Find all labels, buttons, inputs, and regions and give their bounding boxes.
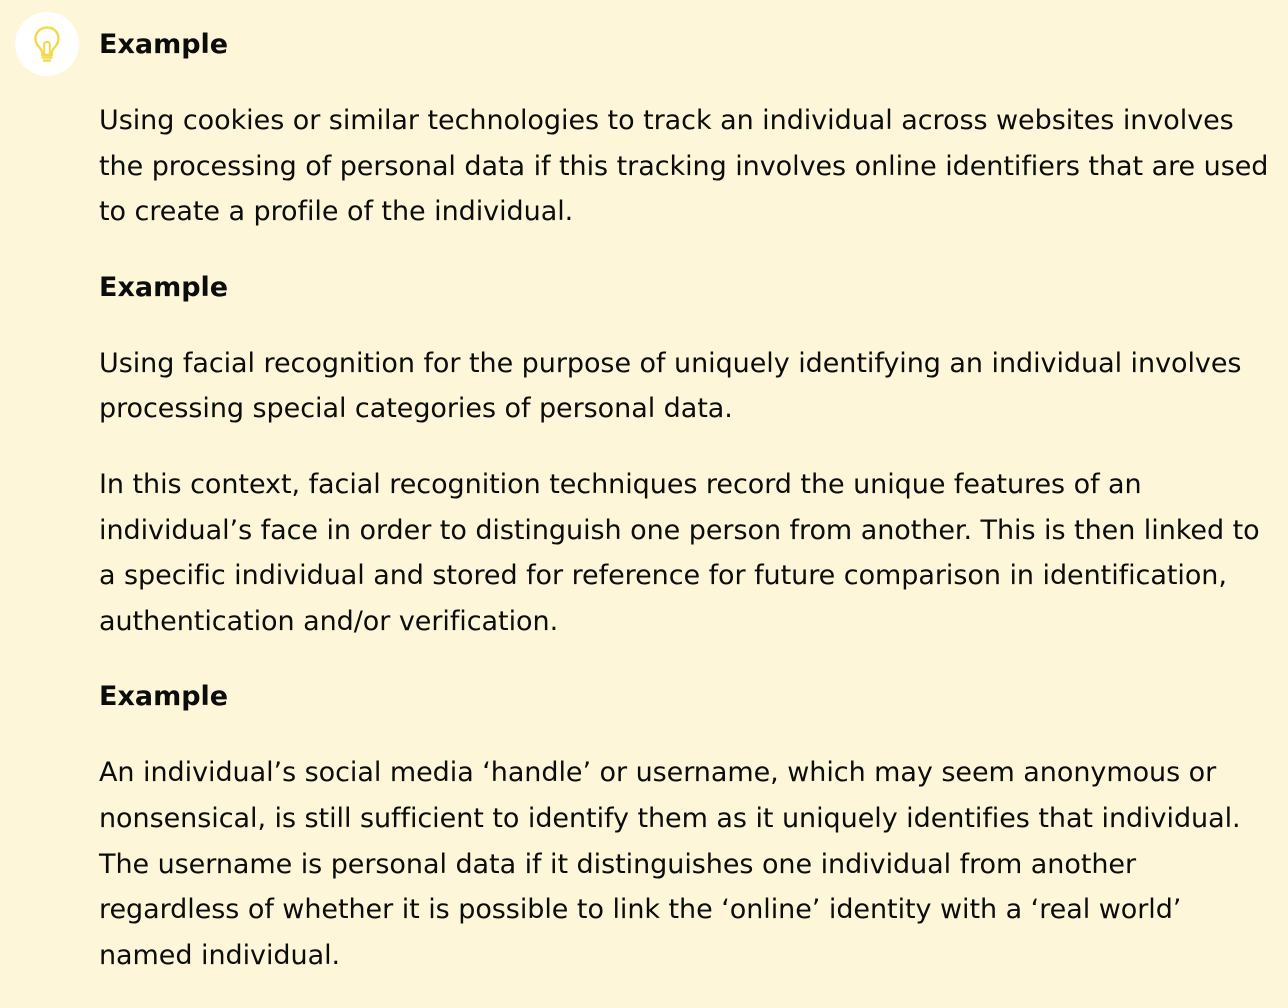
callout-content xyxy=(99,22,1269,1008)
lightbulb-icon-badge xyxy=(15,12,79,76)
lightbulb-icon xyxy=(32,25,62,63)
example-paragraph: An individual’s social media ‘handle’ or username, which may seem anonymous or nonsensical, is still sufficient to identify them as it uniquely identifies that individual. The username is personal data if it distinguishes one individual from another regardless of whether it is possible to link the ‘online’ identity with a ‘real world’ named individual. xyxy=(99,757,1241,971)
example-paragraph: Using cookies or similar technologies to track an individual across websites involves the processing of personal data if this tracking involves online identifiers that are used to create a profile of the individual. xyxy=(99,105,1269,228)
example-heading: Example xyxy=(99,681,229,713)
example-paragraph: In this context, facial recognition techniques record the unique features of an individual’s face in order to distinguish one person from another. This is then linked to a specific individual and stored for reference for future comparison in identification, authentication and/or verification. xyxy=(99,468,1260,637)
example-heading: Example xyxy=(99,29,229,60)
example-heading: Example xyxy=(99,271,229,303)
example-paragraph: Using facial recognition for the purpose of uniquely identifying an individual involves processing special categories of personal data. xyxy=(99,347,1242,425)
